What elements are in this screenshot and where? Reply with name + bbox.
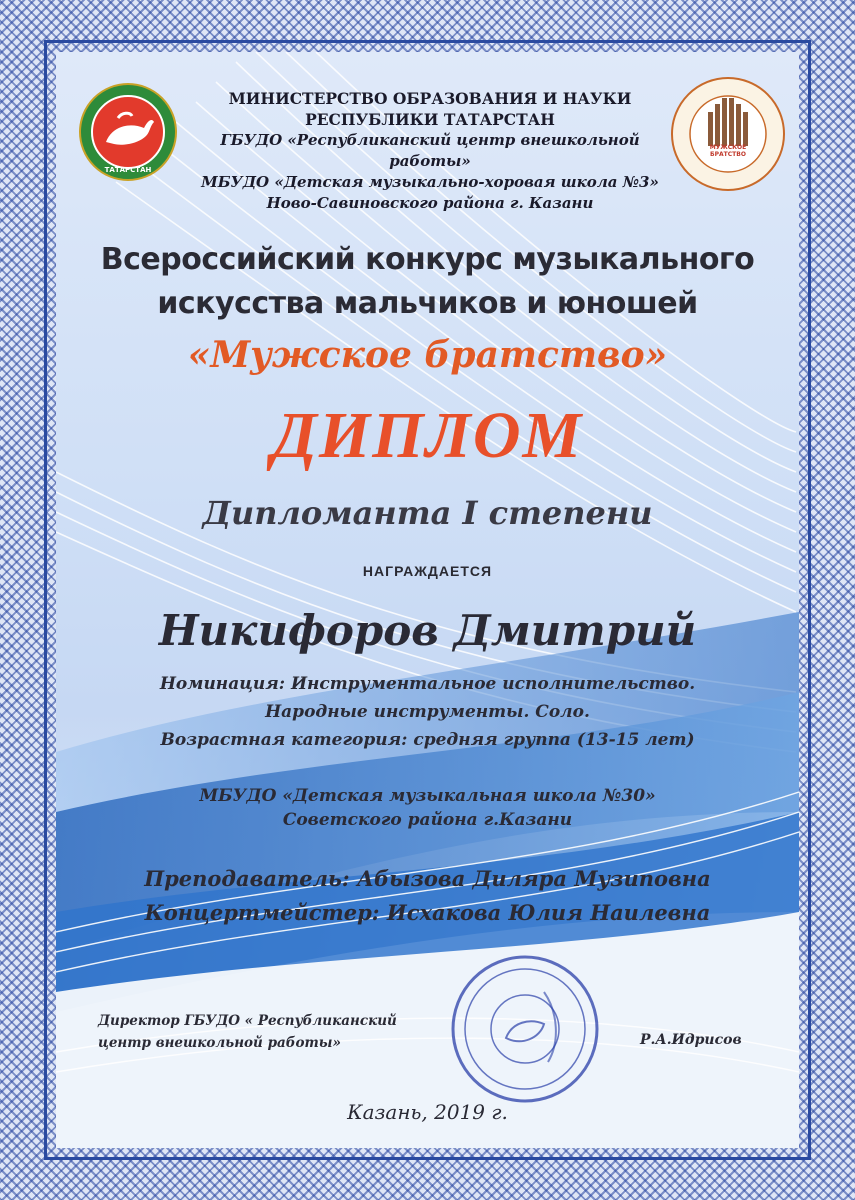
award-degree: Дипломанта I степени xyxy=(202,494,653,532)
emblem-left-text: ТАТАРСТАН xyxy=(104,166,152,174)
contest-name: «Мужское братство» xyxy=(187,334,668,376)
contest-title-line2: искусства мальчиков и юношей xyxy=(157,286,698,321)
school-block xyxy=(66,784,789,832)
awarded-label: НАГРАЖДАЕТСЯ xyxy=(362,563,493,579)
contest-logo-organ-icon xyxy=(668,74,788,194)
background-waves xyxy=(56,52,799,1148)
contest-title-line1: Всероссийский конкурс музыкального xyxy=(100,242,755,277)
header-line-center: ГБУДО «Республиканский центр внешкольной работы» xyxy=(220,131,640,170)
signer-name: Р.А.Идрисов xyxy=(640,1032,742,1048)
round-seal-stamp-icon xyxy=(448,952,603,1107)
teachers-block xyxy=(66,862,789,930)
director-line1: Директор ГБУДО « Республиканский xyxy=(98,1013,397,1029)
school-line2: Советского района г.Казани xyxy=(282,810,573,830)
place-date: Казань, 2019 г. xyxy=(347,1100,508,1124)
nomination-line2: Народные инструменты. Соло. xyxy=(265,702,590,722)
header-line-republic: РЕСПУБЛИКИ ТАТАРСТАН xyxy=(305,110,555,129)
document-title: ДИПЛОМ xyxy=(271,399,584,472)
issuer-header xyxy=(180,88,680,214)
accompanist-line: Концертмейстер: Исхакова Юлия Наилевна xyxy=(144,900,711,925)
nomination-block xyxy=(66,670,789,754)
header-line-school: МБУДО «Детская музыкально-хоровая школа №3» xyxy=(201,173,659,191)
school-line1: МБУДО «Детская музыкальная школа №30» xyxy=(199,786,656,806)
contest-title xyxy=(66,238,789,326)
recipient-name: Никифоров Дмитрий xyxy=(158,606,697,655)
director-title xyxy=(98,1010,428,1054)
diploma-sheet xyxy=(56,52,799,1148)
header-line-district: Ново-Савиновского района г. Казани xyxy=(266,194,594,212)
emblem-right-center-text: МУЖСКОЕ БРАТСТВО xyxy=(709,144,747,158)
nomination-line1: Номинация: Инструментальное исполнительство. xyxy=(159,674,696,694)
teacher-line: Преподаватель: Абызова Диляра Музиповна xyxy=(144,866,711,891)
director-line2: центр внешкольной работы» xyxy=(98,1035,341,1051)
age-category: Возрастная категория: средняя группа (13-15 лет) xyxy=(160,730,695,750)
header-line-ministry: МИНИСТЕРСТВО ОБРАЗОВАНИЯ И НАУКИ xyxy=(228,89,632,108)
